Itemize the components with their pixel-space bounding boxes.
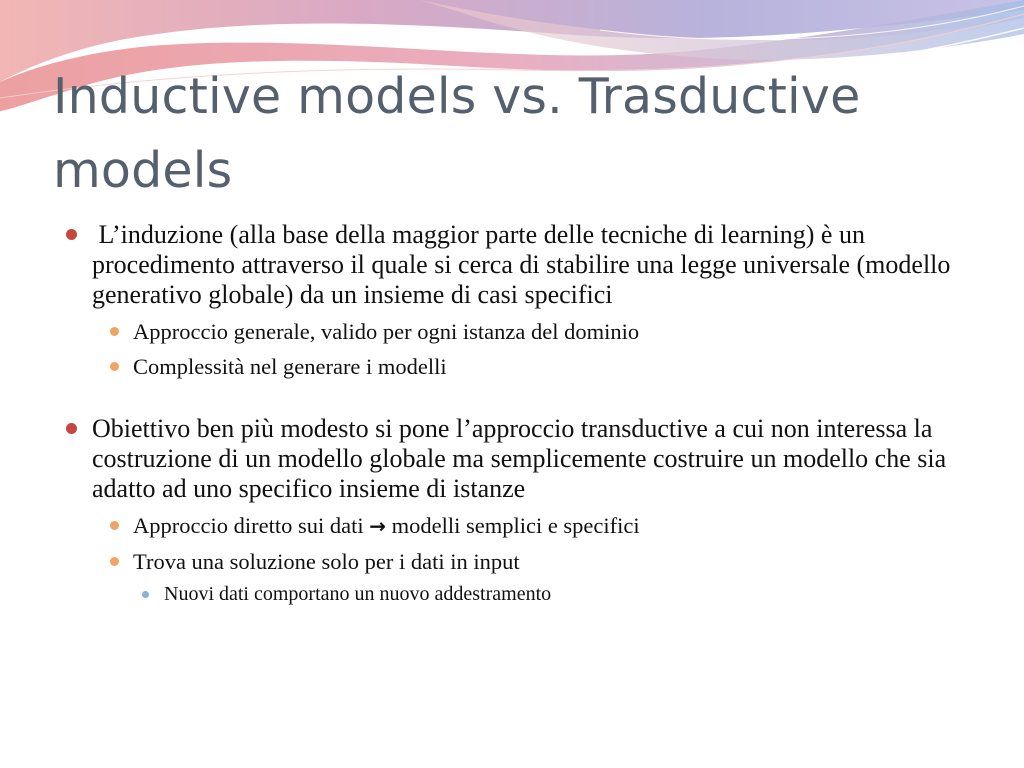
sub-bullet-text: Complessità nel generare i modelli: [133, 354, 447, 379]
sub-bullet-point: [60, 349, 980, 384]
sub-bullet-point: [60, 544, 980, 579]
bullet-point-transduction: [60, 414, 980, 504]
sub-bullet-text: Trova una soluzione solo per i dati in input: [133, 549, 520, 574]
bullet-point-induction: [60, 220, 980, 310]
bullet-text: L’induzione (alla base della maggior parte delle tecniche di learning) è un procedimento attraverso il quale si cerca di stabilire una legge universale (modello generativo globale) da un insieme di casi specifici: [92, 220, 957, 309]
bullet-dot-icon: [66, 423, 77, 434]
sub-bullet-text-after-arrow: modelli semplici e specifici: [391, 513, 640, 538]
sub-bullet-dot-icon: [110, 327, 119, 336]
sub-sub-bullet-point: [60, 579, 980, 609]
bullet-text: Obiettivo ben più modesto si pone l’approccio transductive a cui non interessa la costruzione di un modello globale ma semplicemente costruire un modello che sia adatto ad uno specifico insieme di istanze: [92, 414, 947, 503]
bullet-dot-icon: [66, 229, 77, 240]
sub-sub-bullet-text: Nuovi dati comportano un nuovo addestramento: [164, 583, 552, 605]
sub-bullet-text-before-arrow: Approccio diretto sui dati: [133, 513, 364, 538]
slide-title: Inductive models vs. Trasductive models: [53, 68, 861, 199]
sub-bullet-point: [60, 314, 980, 349]
right-arrow-icon: →: [369, 514, 386, 538]
sub-bullet-point: [60, 508, 980, 544]
sub-bullet-text: Approccio generale, valido per ogni istanza del dominio: [133, 319, 640, 344]
sub-bullet-dot-icon: [110, 557, 119, 566]
slide-body: [60, 220, 980, 609]
sub-bullet-dot-icon: [110, 521, 119, 530]
sub-sub-bullet-dot-icon: [142, 591, 149, 598]
sub-bullet-dot-icon: [110, 362, 119, 371]
